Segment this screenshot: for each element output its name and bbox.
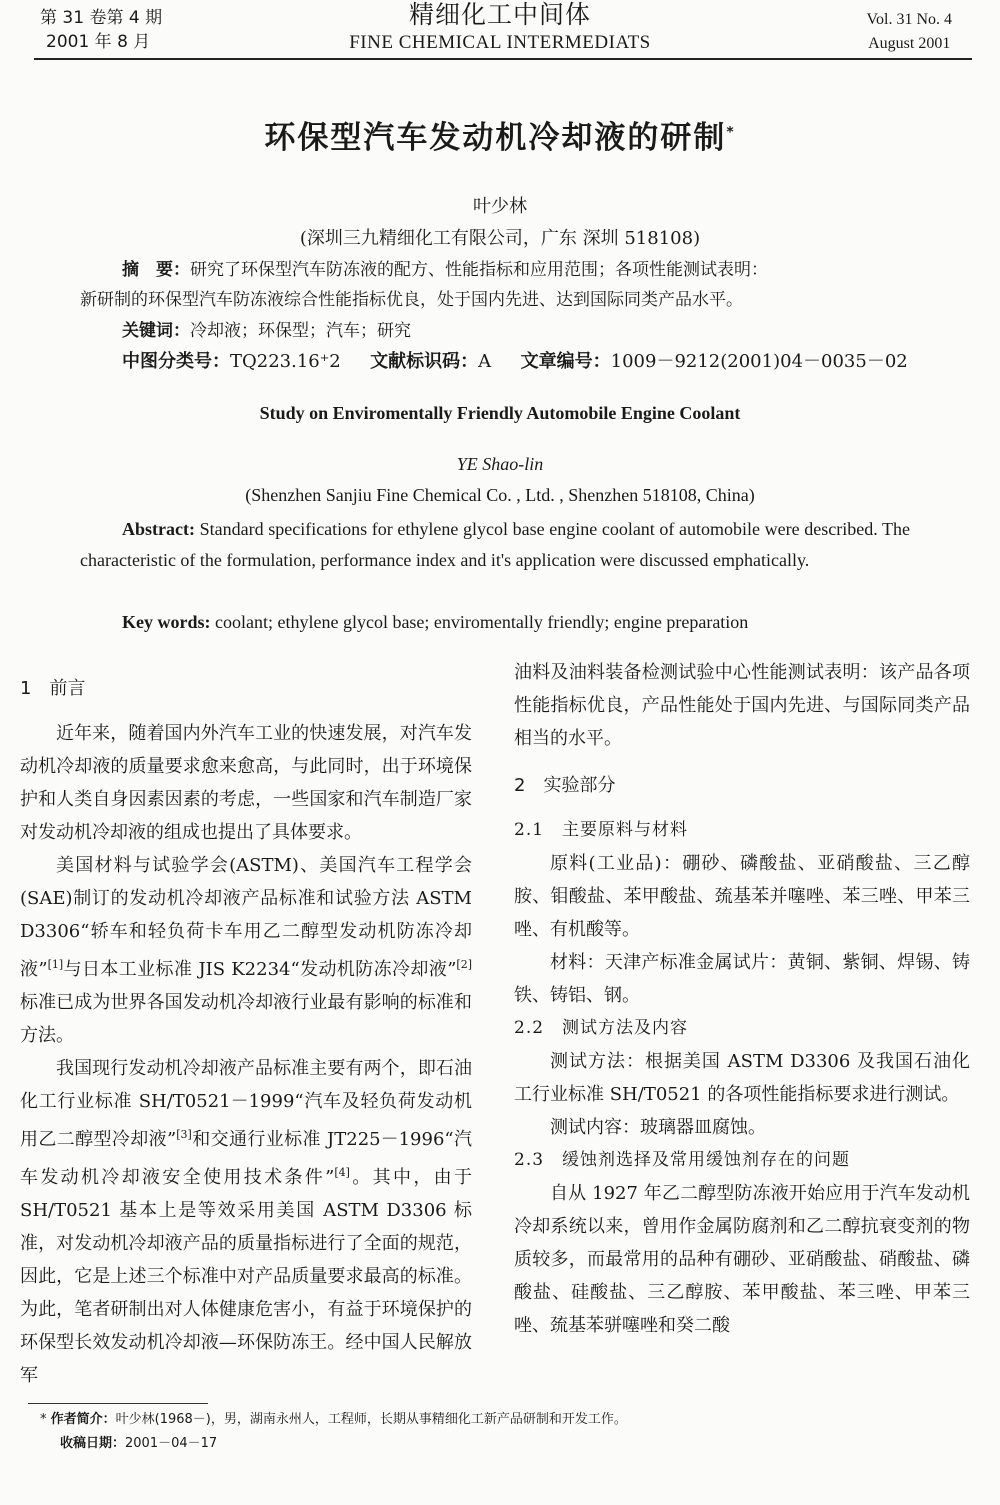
english-affiliation: (Shenzhen Sanjiu Fine Chemical Co. , Ltd. , Shenzhen 518108, China) [245, 485, 755, 505]
journal-header [0, 0, 1000, 56]
abstract-cn-line1 [122, 254, 768, 286]
english-title: Study on Enviromentally Friendly Automobile Engine Coolant [259, 403, 741, 423]
abstract-cn-label: 摘 要： [122, 260, 190, 280]
reference-2[interactable]: [2] [456, 958, 473, 971]
paper-title-text: 环保型汽车发动机冷却液的研制 [264, 120, 727, 156]
keywords-cn-label: 关键词： [122, 321, 190, 341]
section-heading-experiment: 2 实验部分 [514, 775, 616, 796]
subsection-heading-2-3: 2.3 缓蚀剂选择及常用缓蚀剂存在的问题 [514, 1150, 851, 1170]
keywords-cn [122, 315, 411, 347]
english-keywords-text: coolant; ethylene glycol base; enviromentally friendly; engine preparation [215, 612, 749, 632]
intro-p2-text-a: 美国材料与试验学会(ASTM)、美国汽车工程学会(SAE)制订的发动机冷却液产品标准和试验方法 ASTM D3306“轿车和轻负荷卡车用乙二醇型发动机防冻冷却液” [20, 855, 472, 980]
paper-title [0, 112, 1000, 157]
doc-code-label: 文献标识码： [370, 351, 479, 372]
footnote-author-text: 叶少林(1968－)，男，湖南永州人，工程师，长期从事精细化工新产品研制和开发工作。 [115, 1412, 627, 1427]
reference-3[interactable]: [3] [176, 1128, 192, 1141]
title-footnote-mark: * [726, 124, 736, 141]
clc-value: TQ223.16⁺2 [230, 351, 341, 372]
abstract-cn-text1: 研究了环保型汽车防冻液的配方、性能指标和应用范围；各项性能测试表明： [190, 260, 768, 280]
section-heading-intro: 1 前言 [20, 678, 86, 699]
intro-p3-text-b: 和交通行业标准 JT225－1996“汽车发动机冷却液安全使用技术条件” [20, 1129, 472, 1188]
subsection-heading-2-1: 2.1 主要原料与材料 [514, 820, 689, 840]
volume-en: Vol. 31 No. 4 [866, 11, 952, 28]
footnote-date-line [40, 1432, 627, 1456]
test-content-paragraph: 测试内容：玻璃器皿腐蚀。 [550, 1117, 766, 1138]
header-rule [34, 58, 972, 60]
intro-p2-text-b: 与日本工业标准 JIS K2234“发动机防冻冷却液” [63, 959, 457, 980]
doc-code-value: A [478, 351, 492, 372]
reference-1[interactable]: [1] [47, 958, 64, 971]
english-keywords [122, 607, 922, 638]
inhibitor-paragraph: 自从 1927 年乙二醇型防冻液开始应用于汽车发动机冷却系统以来，曾用作金属防腐剂和乙二醇抗衰变剂的物质较多，而最常用的品种有硼砂、亚硝酸盐、硝酸盐、磷酸盐、硅酸盐、三乙醇胺、苯甲酸盐、苯三唑、甲苯三唑、巯基苯骈噻唑和癸二酸 [514, 1183, 970, 1336]
author-cn: 叶少林 [473, 196, 527, 217]
footnote-mark: * [40, 1412, 47, 1427]
english-author: YE Shao-lin [456, 454, 544, 474]
body-right-column [514, 656, 970, 1342]
reference-4[interactable]: [4] [334, 1166, 350, 1179]
intro-p2-text-c: 标准已成为世界各国发动机冷却液行业最有影响的标准和方法。 [20, 992, 472, 1046]
subsection-heading-2-2: 2.2 测试方法及内容 [514, 1018, 689, 1038]
journal-name-cn: 精细化工中间体 [408, 0, 591, 29]
footnote-date-text: 2001－04－17 [125, 1436, 218, 1451]
footnote-date-label: 收稿日期： [60, 1436, 126, 1451]
article-no-label: 文章编号： [520, 351, 611, 372]
intro-p3-text-c: 。其中，由于 SH/T0521 基本上是等效采用美国 ASTM D3306 标准，对发动机冷却液产品的质量指标进行了全面的规范，因此，它是上述三个标准中对产品质量要求最高的标准。为此，笔者研制出对人体健康危害小，有益于环境保护的环保型长效发动机冷却液—环保防冻王。经中国人民解放军 [20, 1167, 473, 1386]
footnote-author-label: 作者简介： [50, 1412, 116, 1427]
date-cn: 2001 年 8 月 [46, 32, 151, 52]
keywords-cn-text: 冷却液；环保型；汽车；研究 [190, 321, 411, 341]
abstract-cn-line2: 新研制的环保型汽车防冻液综合性能指标优良，处于国内先进、达到国际同类产品水平。 [80, 290, 743, 310]
classification-line [122, 346, 908, 378]
clc-label: 中图分类号： [122, 351, 230, 372]
footnote-author-line [40, 1408, 627, 1432]
body-left-column [20, 672, 472, 1392]
article-no-value: 1009－9212(2001)04－0035－02 [610, 351, 908, 372]
intro-paragraph-3-continued: 油料及油料装备检测试验中心性能测试表明：该产品各项性能指标优良，产品性能处于国内先进、与国际同类产品相当的水平。 [514, 662, 970, 749]
date-en: August 2001 [868, 35, 951, 52]
intro-paragraph-2 [20, 849, 472, 1052]
english-abstract-label: Abstract: [122, 519, 195, 539]
english-abstract-text: Standard specifications for ethylene glycol base engine coolant of automobile were described. The characteristic of the formulation, performance index and it's application were discussed emphatically. [80, 519, 910, 570]
intro-paragraph-3 [20, 1052, 472, 1392]
intro-paragraph-1: 近年来，随着国内外汽车工业的快速发展，对汽车发动机冷却液的质量要求愈来愈高，与此同时，出于环境保护和人类自身因素因素的考虑，一些国家和汽车制造厂家对发动机冷却液的组成也提出了具体要求。 [20, 723, 472, 843]
journal-name-en: FINE CHEMICAL INTERMEDIATS [349, 32, 651, 53]
header-issue-en [867, 8, 953, 56]
english-keywords-label: Key words: [122, 612, 211, 632]
materials-paragraph-2: 材料：天津产标准金属试片：黄铜、紫铜、焊锡、铸铁、铸铝、钢。 [514, 952, 970, 1006]
intro-p3-text-a: 我国现行发动机冷却液产品标准主要有两个，即石油化工行业标准 SH/T0521－1999“汽车及轻负荷发动机用乙二醇型冷却液” [20, 1058, 472, 1150]
footnote [40, 1408, 627, 1456]
test-method-paragraph: 测试方法：根据美国 ASTM D3306 及我国石油化工行业标准 SH/T0521 的各项性能指标要求进行测试。 [514, 1051, 970, 1105]
footnote-rule [28, 1403, 208, 1404]
english-abstract [80, 514, 910, 576]
affiliation-cn: (深圳三九精细化工有限公司，广东 深圳 518108) [299, 228, 701, 249]
materials-paragraph-1: 原料(工业品)：硼砂、磷酸盐、亚硝酸盐、三乙醇胺、钼酸盐、苯甲酸盐、巯基苯并噻唑、苯三唑、甲苯三唑、有机酸等。 [514, 853, 970, 940]
volume-cn: 第 31 卷第 4 期 [40, 8, 163, 28]
